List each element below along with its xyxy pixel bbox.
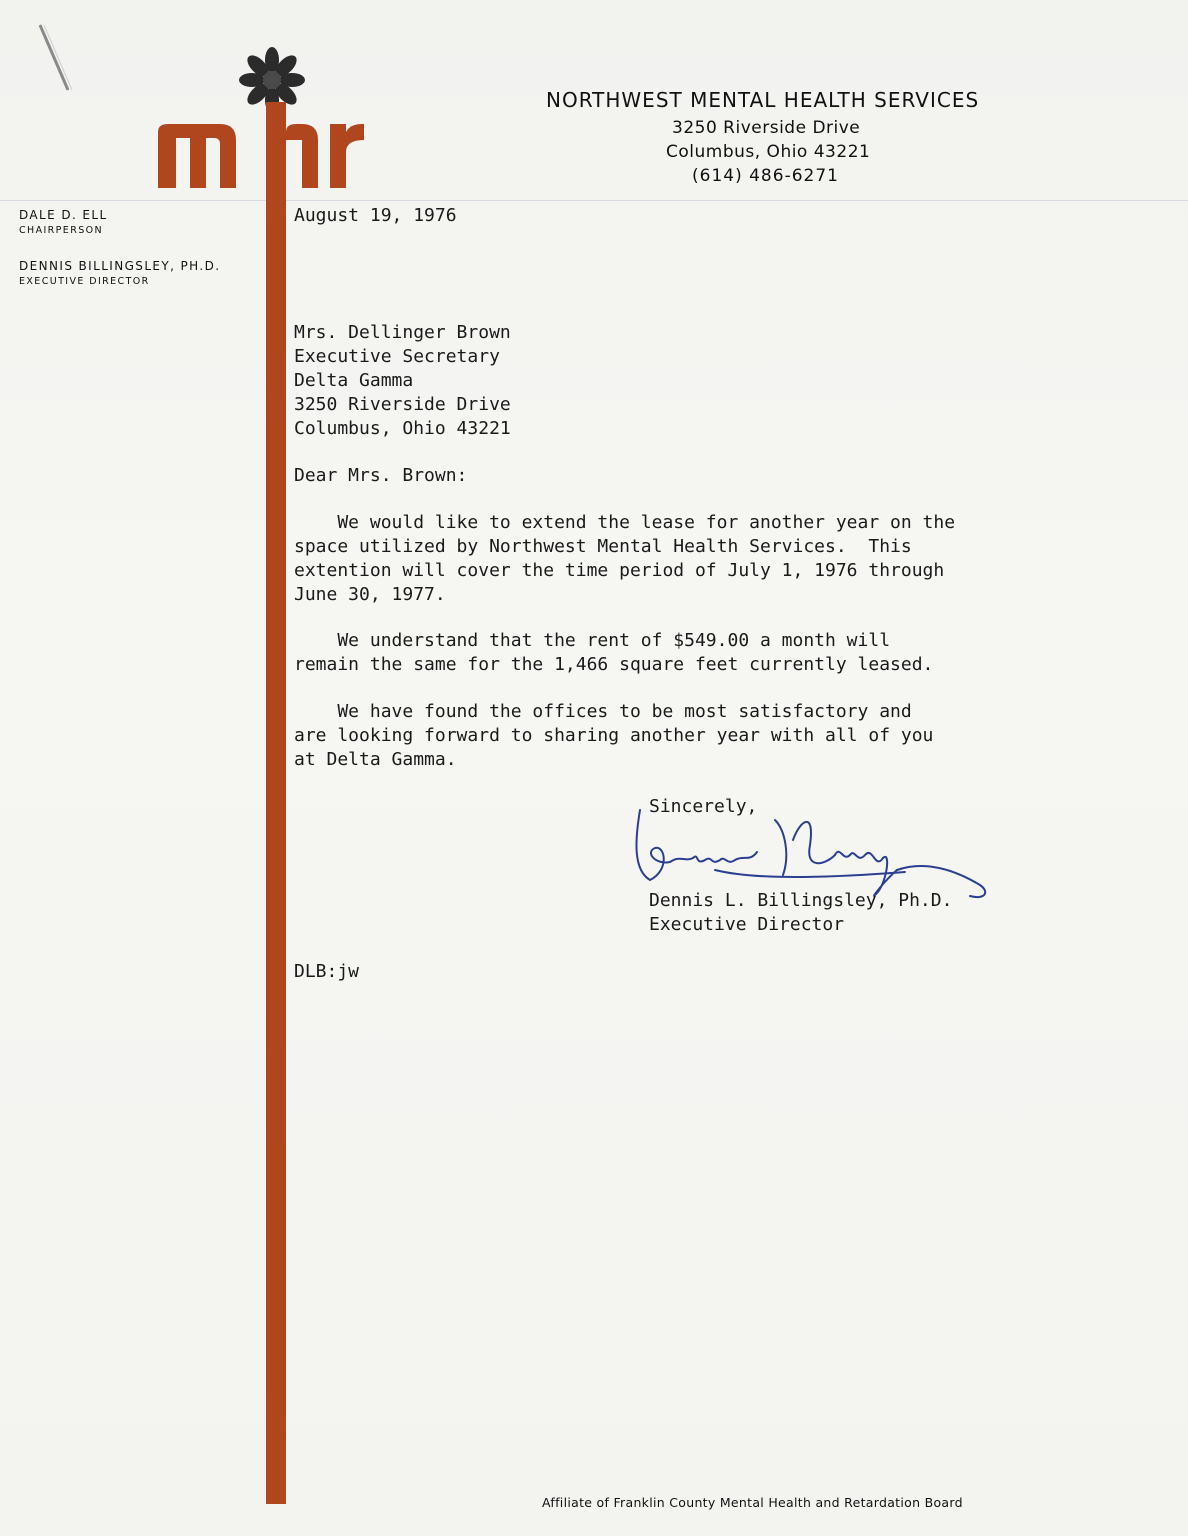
- officer-title: CHAIRPERSON: [19, 225, 104, 236]
- body-line: at Delta Gamma.: [294, 749, 457, 770]
- recipient-line: Executive Secretary: [294, 346, 500, 367]
- paperclip-mark: [30, 20, 80, 100]
- body-line: We would like to extend the lease for another year on the: [294, 512, 956, 533]
- recipient-line: Mrs. Dellinger Brown: [294, 322, 511, 343]
- typist-initials: DLB:jw: [294, 961, 360, 982]
- body-line: We understand that the rent of $549.00 a month will: [294, 630, 891, 651]
- recipient-line: Columbus, Ohio 43221: [294, 418, 511, 439]
- body-line: are looking forward to sharing another year with all of you: [294, 725, 934, 746]
- org-city: Columbus, Ohio 43221: [666, 142, 871, 162]
- letterhead-pole: [266, 150, 286, 1504]
- body-line: remain the same for the 1,466 square feet currently leased.: [294, 654, 934, 675]
- officer-title: EXECUTIVE DIRECTOR: [19, 276, 150, 287]
- recipient-line: 3250 Riverside Drive: [294, 394, 511, 415]
- officer-chairperson: [19, 208, 108, 236]
- officer-name: DALE D. ELL: [19, 208, 108, 222]
- signer-title: Executive Director: [649, 914, 845, 935]
- body-line: space utilized by Northwest Mental Health Services. This: [294, 536, 912, 557]
- bleed-through-rule: [0, 200, 1188, 201]
- recipient-line: Delta Gamma: [294, 370, 414, 391]
- org-phone: (614) 486-6271: [692, 166, 839, 186]
- closing: Sincerely,: [649, 796, 758, 817]
- org-street: 3250 Riverside Drive: [672, 118, 861, 138]
- body-line: We have found the offices to be most satisfactory and: [294, 701, 912, 722]
- org-name: NORTHWEST MENTAL HEALTH SERVICES: [546, 88, 980, 112]
- body-line: June 30, 1977.: [294, 584, 446, 605]
- letter-date: August 19, 1976: [294, 205, 457, 226]
- officer-name: DENNIS BILLINGSLEY, PH.D.: [19, 259, 221, 273]
- body-line: extention will cover the time period of July 1, 1976 through: [294, 560, 945, 581]
- mhr-logo: [150, 40, 370, 200]
- footer-affiliation: Affiliate of Franklin County Mental Health and Retardation Board: [542, 1495, 963, 1510]
- salutation: Dear Mrs. Brown:: [294, 465, 468, 486]
- signer-name: Dennis L. Billingsley, Ph.D.: [649, 890, 953, 911]
- officer-executive-director: [19, 259, 220, 287]
